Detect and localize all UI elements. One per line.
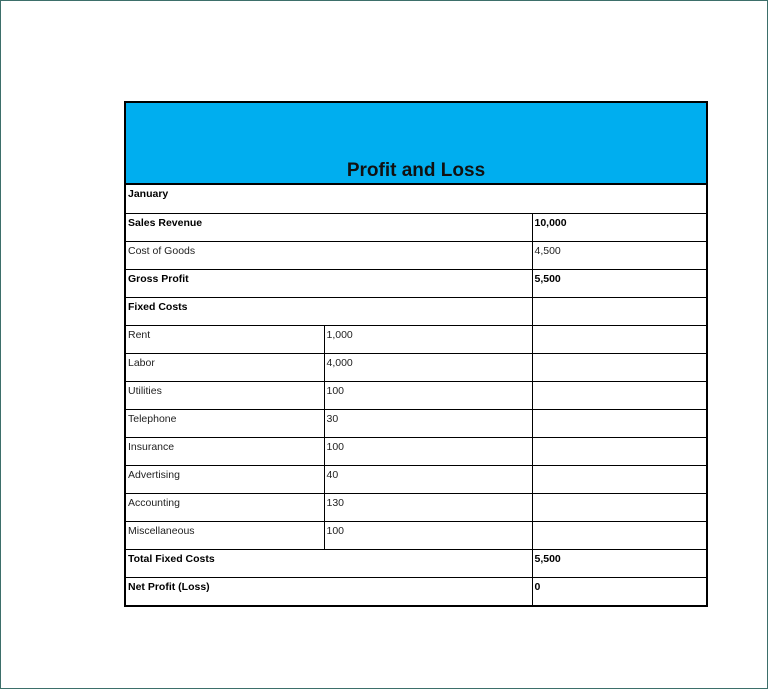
gross-profit-value: 5,500 (532, 269, 706, 297)
fixed-cost-row (126, 409, 706, 437)
empty-cell (532, 297, 706, 325)
gross-profit-label: Gross Profit (126, 269, 532, 297)
empty-cell (532, 493, 706, 521)
fixed-cost-value: 100 (324, 381, 532, 409)
cost-of-goods-label: Cost of Goods (126, 241, 532, 269)
gross-profit-row (126, 269, 706, 297)
cost-of-goods-row (126, 241, 706, 269)
title-band (126, 103, 706, 185)
fixed-cost-value: 100 (324, 437, 532, 465)
net-profit-value: 0 (532, 577, 706, 605)
fixed-costs-header-row (126, 297, 706, 325)
sales-revenue-row (126, 213, 706, 241)
profit-loss-table (126, 185, 706, 605)
fixed-cost-value: 1,000 (324, 325, 532, 353)
sheet-title: Profit and Loss (346, 160, 486, 181)
total-fixed-costs-value: 5,500 (532, 549, 706, 577)
empty-cell (532, 437, 706, 465)
empty-cell (532, 381, 706, 409)
fixed-cost-label: Insurance (126, 437, 324, 465)
fixed-cost-row (126, 465, 706, 493)
fixed-cost-row (126, 437, 706, 465)
fixed-cost-label: Miscellaneous (126, 521, 324, 549)
fixed-cost-label: Accounting (126, 493, 324, 521)
net-profit-row (126, 577, 706, 605)
cost-of-goods-value: 4,500 (532, 241, 706, 269)
sales-revenue-label: Sales Revenue (126, 213, 532, 241)
fixed-cost-label: Utilities (126, 381, 324, 409)
fixed-cost-label: Labor (126, 353, 324, 381)
month-row (126, 185, 706, 213)
fixed-costs-header: Fixed Costs (126, 297, 532, 325)
fixed-cost-row (126, 521, 706, 549)
fixed-cost-row (126, 381, 706, 409)
month-label: January (126, 185, 706, 213)
fixed-cost-value: 130 (324, 493, 532, 521)
fixed-cost-label: Telephone (126, 409, 324, 437)
sales-revenue-value: 10,000 (532, 213, 706, 241)
empty-cell (532, 465, 706, 493)
total-fixed-costs-row (126, 549, 706, 577)
fixed-cost-value: 30 (324, 409, 532, 437)
fixed-cost-value: 4,000 (324, 353, 532, 381)
empty-cell (532, 409, 706, 437)
profit-loss-sheet (124, 101, 708, 607)
empty-cell (532, 353, 706, 381)
net-profit-label: Net Profit (Loss) (126, 577, 532, 605)
fixed-cost-value: 40 (324, 465, 532, 493)
fixed-cost-row (126, 493, 706, 521)
fixed-cost-label: Advertising (126, 465, 324, 493)
empty-cell (532, 521, 706, 549)
fixed-cost-row (126, 353, 706, 381)
empty-cell (532, 325, 706, 353)
total-fixed-costs-label: Total Fixed Costs (126, 549, 532, 577)
fixed-cost-label: Rent (126, 325, 324, 353)
fixed-cost-value: 100 (324, 521, 532, 549)
fixed-cost-row (126, 325, 706, 353)
